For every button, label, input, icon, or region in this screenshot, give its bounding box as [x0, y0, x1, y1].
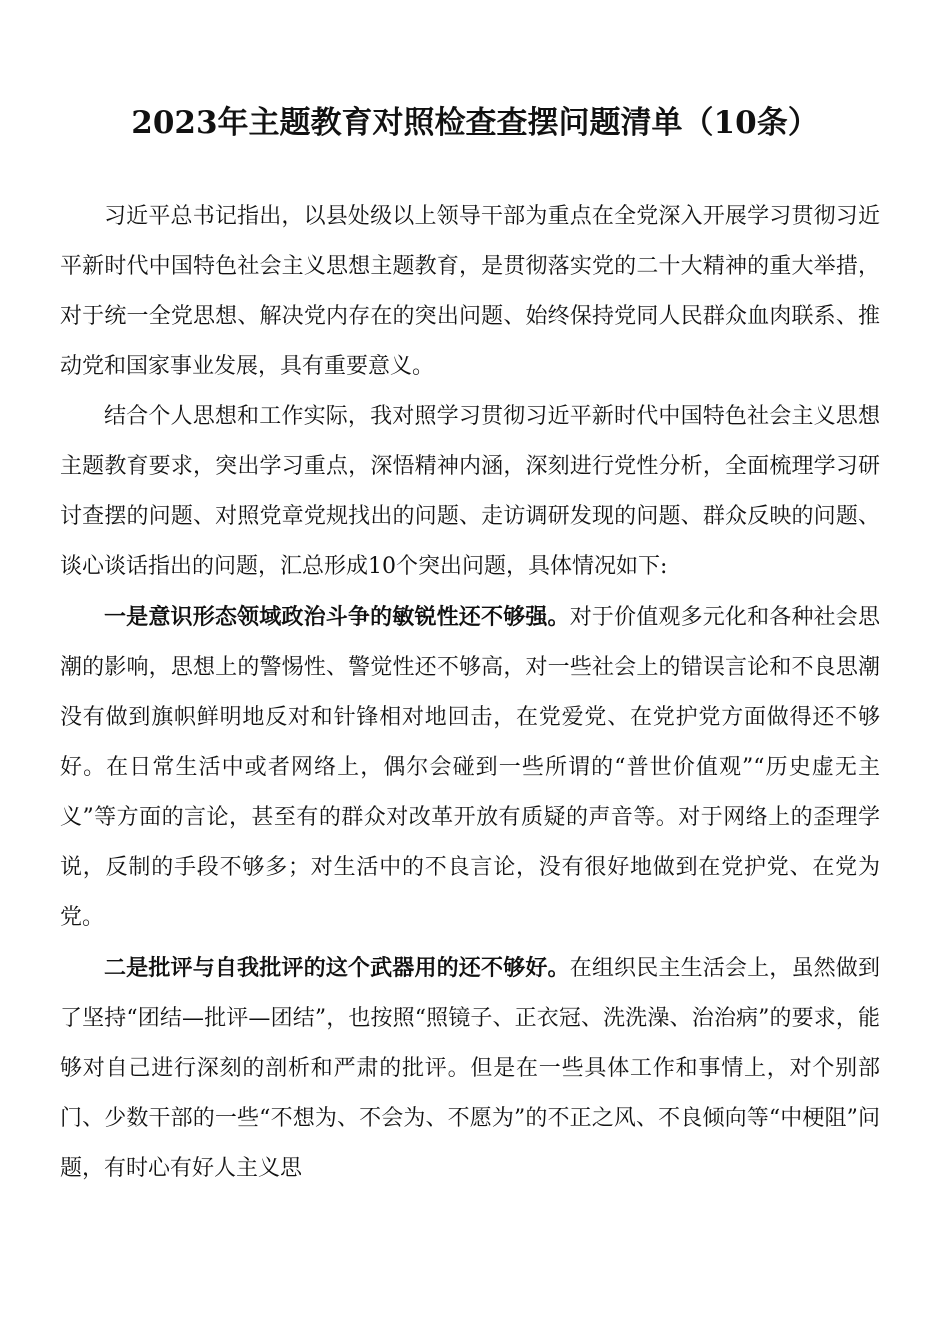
paragraph-text: 习近平总书记指出，以县处级以上领导干部为重点在全党深入开展学习贯彻习近平新时代中国特色社会主义思想主题教育，是贯彻落实党的二十大精神的重大举措，对于统一全党思想、解决党内存在的突出问题、始终保持党同人民群众血肉联系、推动党和国家事业发展，具有重要意义。	[60, 204, 880, 379]
document-body	[60, 192, 880, 1194]
paragraph-intro	[60, 192, 880, 392]
issue-heading: 二是批评与自我批评的这个武器用的还不够好。	[104, 955, 570, 981]
paragraph-text: 在组织民主生活会上，虽然做到了坚持“团结—批评—团结”，也按照“照镜子、正衣冠、洗洗澡、治治病”的要求，能够对自己进行深刻的剖析和严肃的批评。但是在一些具体工作和事情上，对个别部门、少数干部的一些“不想为、不会为、不愿为”的不正之风、不良倾向等“中梗阻”问题，有时心有好人主义思	[60, 956, 880, 1181]
paragraph-text: 结合个人思想和工作实际，我对照学习贯彻习近平新时代中国特色社会主义思想主题教育要求，突出学习重点，深悟精神内涵，深刻进行党性分析，全面梳理学习研讨查摆的问题、对照党章党规找出的问题、走访调研发现的问题、群众反映的问题、谈心谈话指出的问题，汇总形成10个突出问题，具体情况如下:	[60, 404, 880, 579]
paragraph-context	[60, 392, 880, 592]
issue-heading: 一是意识形态领域政治斗争的敏锐性还不够强。	[104, 604, 570, 630]
document-title: 2023年主题教育对照检查查摆问题清单（10条）	[131, 105, 819, 141]
paragraph-issue-1	[60, 592, 880, 943]
paragraph-text: 对于价值观多元化和各种社会思潮的影响，思想上的警惕性、警觉性还不够高，对一些社会上的错误言论和不良思潮没有做到旗帜鲜明地反对和针锋相对地回击，在党爱党、在党护党方面做得还不够好。在日常生活中或者网络上，偶尔会碰到一些所谓的“普世价值观”“历史虚无主义”等方面的言论，甚至有的群众对改革开放有质疑的声音等。对于网络上的歪理学说，反制的手段不够多；对生活中的不良言论，没有很好地做到在党护党、在党为党。	[60, 605, 880, 930]
paragraph-issue-2	[60, 943, 880, 1194]
